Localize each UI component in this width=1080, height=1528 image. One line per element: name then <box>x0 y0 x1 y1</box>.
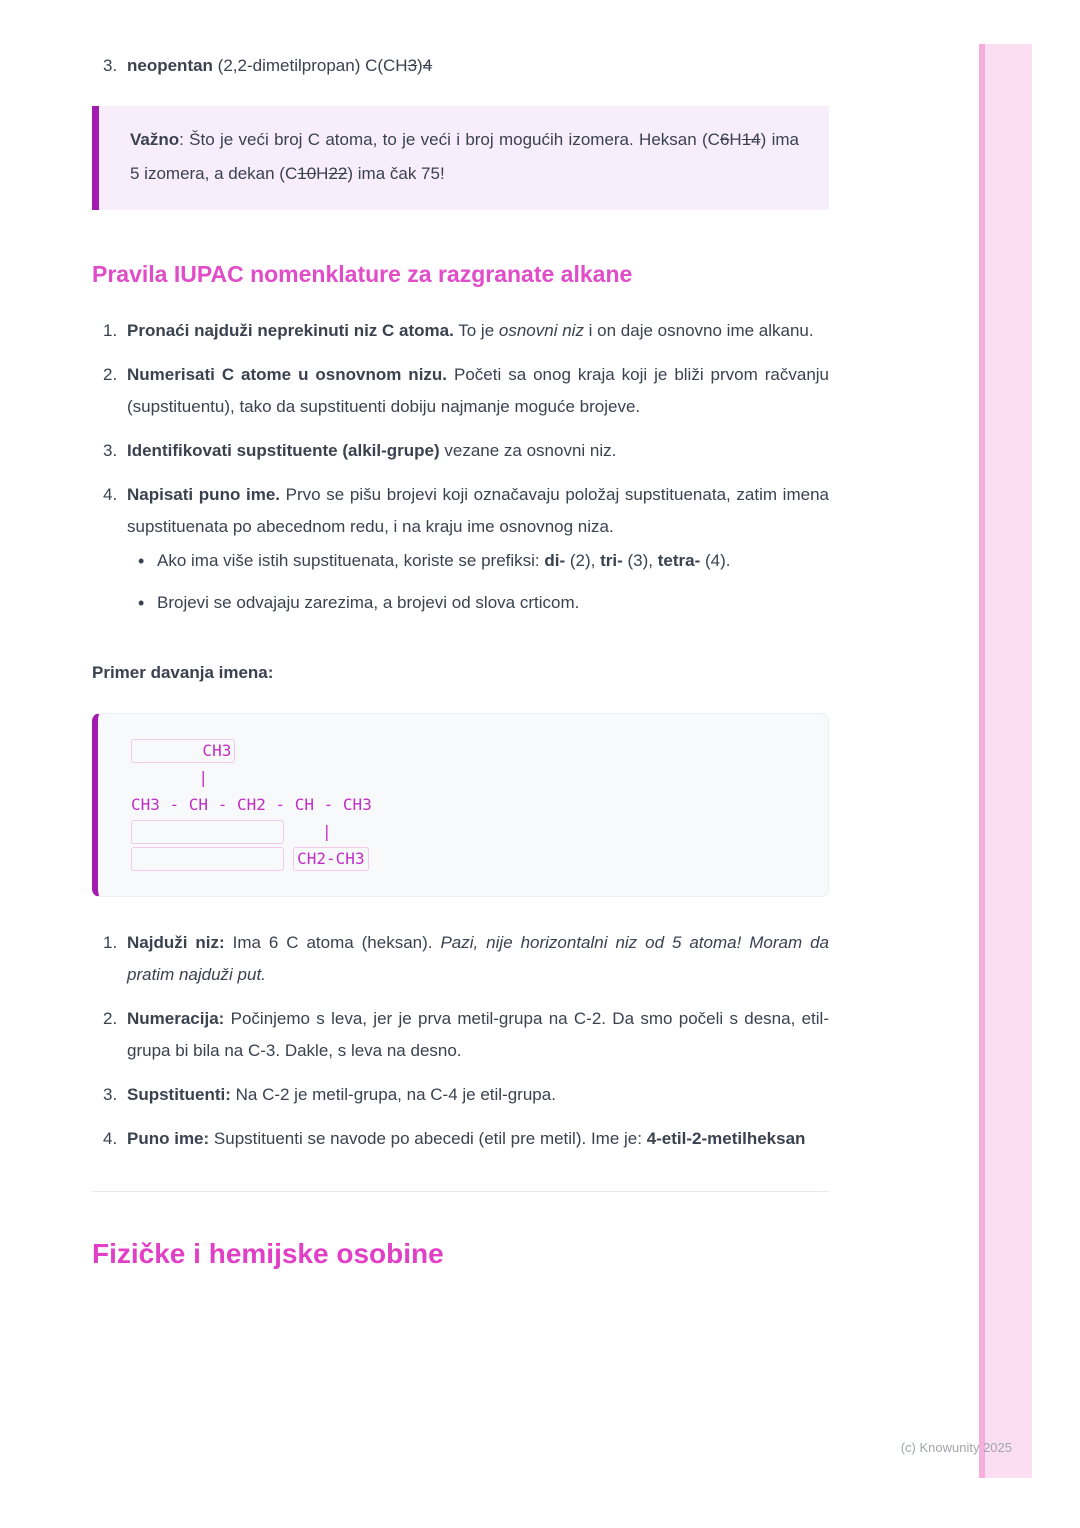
rule-item-4 <box>92 479 829 629</box>
rule-item-body <box>127 479 829 629</box>
list-marker: 3. <box>103 56 118 75</box>
side-scroll-stripe-edge <box>979 44 985 1478</box>
analysis-item-4 <box>92 1123 829 1155</box>
bullet-item-text: Ako ima više istih supstituenata, koriste se prefiksi: di- (2), tri- (3), tetra- (4). <box>157 551 731 570</box>
analysis-item-body <box>127 1123 829 1155</box>
section-title-physical-chemical: Fizičke i hemijske osobine <box>92 1238 444 1269</box>
list-marker: 1. <box>103 933 118 952</box>
section-title-iupac-rules: Pravila IUPAC nomenklature za razgranate alkane <box>92 261 633 287</box>
analysis-item-body <box>127 1003 829 1067</box>
analysis-item-2 <box>92 1003 829 1067</box>
important-callout <box>92 106 829 210</box>
copyright-footer: (c) Knowunity 2025 <box>900 1440 1012 1455</box>
analysis-item-1 <box>92 927 829 991</box>
code-line-4-rest: | <box>283 822 332 841</box>
code-box-spacer-1 <box>131 820 284 844</box>
list-marker: 2. <box>103 365 118 384</box>
analysis-item-text: Najduži niz: Ima 6 C atoma (heksan). Pazi, nije horizontalni niz od 5 atoma! Moram da pratim najduži put. <box>127 933 829 984</box>
code-box-methyl: CH3 <box>131 739 235 763</box>
example-label: Primer davanja imena: <box>92 663 274 682</box>
code-line-2: | <box>131 768 209 787</box>
rule-item-body <box>127 435 829 467</box>
rule-item-text: Napisati puno ime. Prvo se pišu brojevi koji označavaju položaj supstituenata, zatim imena supstituenata po abecednom redu, i na kraju ime osnovnog niza. <box>127 485 829 536</box>
bullet-item-separators <box>127 587 829 619</box>
analysis-item-body <box>127 1079 829 1111</box>
bullet-item-prefixes <box>127 545 829 577</box>
rule-item-1 <box>92 315 829 347</box>
code-box-ethyl: CH2-CH3 <box>293 847 368 871</box>
iupac-rules-list <box>92 315 829 629</box>
rule-item-text: Numerisati C atome u osnovnom nizu. Početi sa onog kraja koji je bliži prvom račvanju (supstituentu), tako da supstituenti dobiju najmanje moguće brojeve. <box>127 365 829 416</box>
list-marker: 3. <box>103 1085 118 1104</box>
list-item-text: neopentan (2,2-dimetilpropan) C(CH3)4 <box>127 56 433 75</box>
code-line-5-gap <box>284 849 294 868</box>
bullet-marker: • <box>138 593 145 613</box>
list-item-neopentan <box>92 52 829 79</box>
list-marker: 4. <box>103 1129 118 1148</box>
analysis-item-text: Puno ime: Supstituenti se navode po abecedi (etil pre metil). Ime je: 4-etil-2-metilheksan <box>127 1129 806 1148</box>
bullet-item-text: Brojevi se odvajaju zarezima, a brojevi od slova crticom. <box>157 593 580 612</box>
code-line-5 <box>131 845 795 872</box>
analysis-item-text: Numeracija: Počinjemo s leva, jer je prva metil-grupa na C-2. Da smo počeli s desna, etil-grupa bi bila na C-3. Dakle, s leva na desno. <box>127 1009 829 1060</box>
code-line-1 <box>131 737 795 764</box>
rule-item-body <box>127 315 829 347</box>
rule-item-body <box>127 359 829 423</box>
rule-item-2 <box>92 359 829 423</box>
analysis-item-body <box>127 927 829 991</box>
analysis-item-text: Supstituenti: Na C-2 je metil-grupa, na C-4 je etil-grupa. <box>127 1085 556 1104</box>
side-scroll-stripe <box>979 44 1032 1478</box>
list-marker: 4. <box>103 485 118 504</box>
rule-item-3 <box>92 435 829 467</box>
callout-text: Važno: Što je veći broj C atoma, to je veći i broj mogućih izomera. Heksan (C6H14) ima 5 izomera, a dekan (C10H22) ima čak 75! <box>130 130 799 183</box>
analysis-item-3 <box>92 1079 829 1111</box>
list-marker: 2. <box>103 1009 118 1028</box>
structure-formula-code-block <box>92 713 829 897</box>
section-divider <box>92 1191 829 1192</box>
rule-item-text: Pronaći najduži neprekinuti niz C atoma. To je osnovni niz i on daje osnovno ime alkanu. <box>127 321 814 340</box>
rule-item-text: Identifikovati supstituente (alkil-grupe) vezane za osnovni niz. <box>127 441 617 460</box>
code-line-4 <box>131 818 795 845</box>
code-line-3: CH3 - CH - CH2 - CH - CH3 <box>131 795 372 814</box>
rule-4-sub-bullets <box>127 545 829 619</box>
naming-analysis-list <box>92 927 829 1155</box>
document-content <box>92 52 829 1272</box>
code-box-spacer-2 <box>131 847 284 871</box>
bullet-marker: • <box>138 551 145 571</box>
list-marker: 3. <box>103 441 118 460</box>
list-marker: 1. <box>103 321 118 340</box>
